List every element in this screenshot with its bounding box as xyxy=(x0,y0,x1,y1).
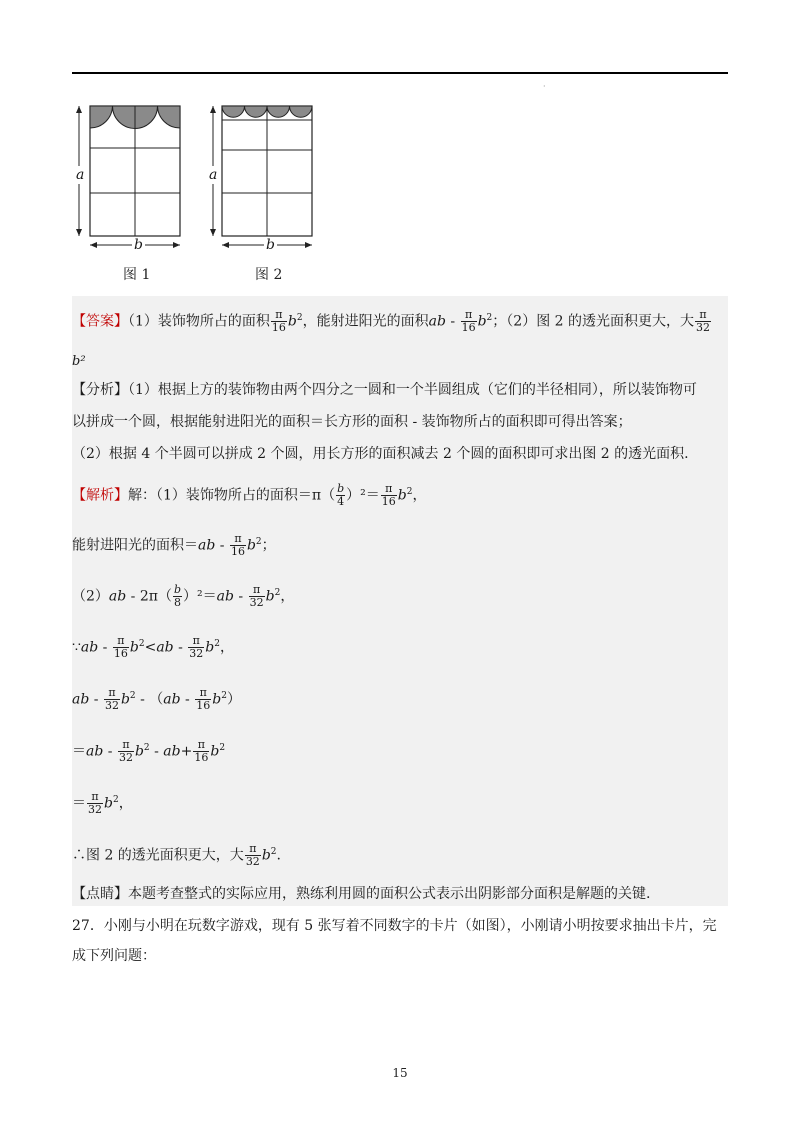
comment-line: 【点睛】本题考查整式的实际应用，熟练利用圆的面积公式表示出阴影部分面积是解题的关键. xyxy=(72,886,651,902)
answer-tag: 【答案】 xyxy=(72,313,128,330)
fig2-label-b: b xyxy=(266,237,275,253)
header-rule xyxy=(72,72,728,74)
solution-line-2: 能射进阳光的面积＝ab - $\frac{\pi}{16}$ $b^2$； xyxy=(72,532,276,559)
fig2-caption: 图 2 xyxy=(255,267,283,283)
analysis-line-2: 以拼成一个圆，根据能射进阳光的面积＝长方形的面积 - 装饰物所占的面积即可得出答案； xyxy=(72,414,632,430)
figure-1 xyxy=(76,106,180,248)
solution-line-7: ＝ $\frac{\pi}{32}$ $b^2$， xyxy=(72,790,133,817)
answer-wrap: b² xyxy=(72,354,86,369)
solution-conclusion: ∴图 2 的透光面积更大，大 $\frac{\pi}{32}$ $b^2$. xyxy=(72,842,281,869)
solution-line-6: ＝ab - $\frac{\pi}{32}$ $b^2 - ab+$ $\frac{\pi}{16}$ $b^2$ xyxy=(72,738,226,765)
solution-line-5: ab - $\frac{\pi}{32}$ $b^2 - (ab$ - $\frac{\pi}{16}$ $b^2$） xyxy=(72,686,241,713)
header-dot: · xyxy=(543,82,546,91)
fig1-label-b: b xyxy=(134,237,143,253)
analysis-line-3: （2）根据 4 个半圆可以拼成 2 个圆，用长方形的面积减去 2 个圆的面积即可求出图 2 的透光面积. xyxy=(72,446,689,462)
fig1-caption: 图 1 xyxy=(123,267,151,283)
fig1-label-a: a xyxy=(76,167,85,183)
question27-line-1: 27．小刚与小明在玩数字游戏，现有 5 张写着不同数字的卡片（如图），小刚请小明按要求抽出卡片，完 xyxy=(72,918,717,934)
answer-line: 【答案】（1）装饰物所占的面积 $\frac{\pi}{16}$ $b^2$，能射进阳光的面积ab - $\frac{\pi}{16}$ $b^2$；（2）图 2 的透光面积更大，大 $\frac{\pi}{32}$ xyxy=(72,308,710,335)
fig2-label-a: a xyxy=(209,167,218,183)
question27-line-2: 成下列问题： xyxy=(72,948,156,964)
solution-line-4: ∵ab - $\frac{\pi}{16}$ $b^2<ab$ - $\frac{\pi}{32}$ $b^2$， xyxy=(72,634,234,661)
solution-line-1: 【解析】解：（1）装饰物所占的面积＝π（ $\frac{b}{4}$ ）²＝ $\frac{\pi}{16}$ $b^2$， xyxy=(72,482,427,509)
page-number: 15 xyxy=(392,1066,408,1080)
analysis-line-1: 【分析】（1）根据上方的装饰物由两个四分之一圆和一个半圆组成（它们的半径相同），所以装饰物可 xyxy=(72,382,697,398)
solution-line-3: （2）ab - 2π（ $\frac{b}{8}$ ）²＝ab - $\frac{\pi}{32}$ $b^2$， xyxy=(72,583,295,610)
figure-2 xyxy=(210,106,312,248)
window-figures xyxy=(72,98,332,288)
